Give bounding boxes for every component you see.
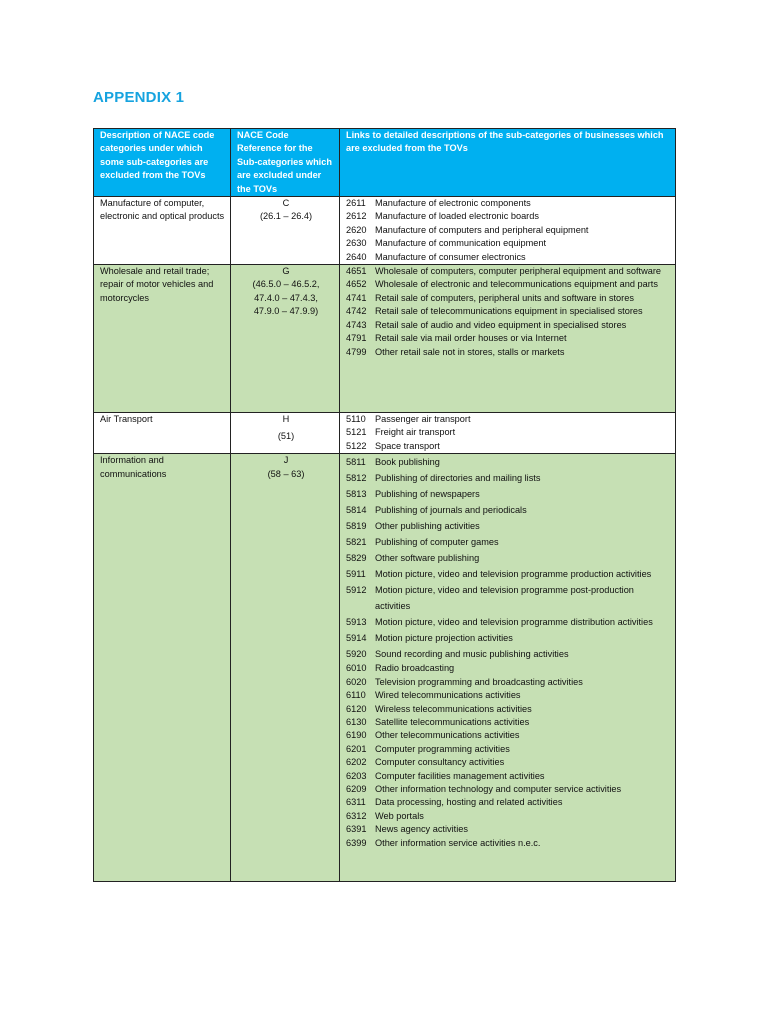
list-item <box>346 550 671 566</box>
row-entries <box>340 265 676 413</box>
entry-description: Wholesale of computers, computer peripheral equipment and software <box>375 266 661 277</box>
code-range: (26.1 – 26.4) <box>259 211 313 222</box>
list-item <box>346 783 671 796</box>
list-item <box>346 703 671 716</box>
row-description: Information and communications <box>94 454 231 882</box>
entry-code: 5912 <box>346 585 367 596</box>
entry-description: Space transport <box>375 440 440 451</box>
list-item <box>346 346 671 359</box>
entry-description: Computer programming activities <box>375 743 510 754</box>
row-nace-code <box>231 265 340 413</box>
list-item <box>346 197 671 210</box>
entry-code: 4742 <box>346 306 367 317</box>
list-item <box>346 743 671 756</box>
row-description: Air Transport <box>94 413 231 454</box>
entry-description: News agency activities <box>375 824 468 835</box>
list-item <box>346 413 671 426</box>
entry-code: 5814 <box>346 505 367 516</box>
code-range: (46.5.0 – 46.5.2, 47.4.0 – 47.4.3, 47.9.0 – 47.9.9) <box>252 279 320 317</box>
entry-code: 6209 <box>346 783 367 794</box>
list-item <box>346 810 671 823</box>
entry-description: Manufacture of consumer electronics <box>375 251 526 262</box>
entry-description: Motion picture, video and television programme post-production activities <box>375 585 634 612</box>
entry-code: 4651 <box>346 266 367 277</box>
entry-description: Computer consultancy activities <box>375 757 505 768</box>
row-entries <box>340 454 676 882</box>
entry-description: Radio broadcasting <box>375 663 455 674</box>
entry-description: Computer facilities management activities <box>375 770 545 781</box>
entry-code: 5920 <box>346 649 367 660</box>
list-item <box>346 278 671 291</box>
entry-code: 6010 <box>346 663 367 674</box>
list-item <box>346 689 671 702</box>
entry-description: Publishing of computer games <box>375 537 499 548</box>
nace-exclusion-table <box>93 128 676 882</box>
entry-code: 4799 <box>346 346 367 357</box>
row-entries <box>340 413 676 454</box>
table-row <box>94 454 676 882</box>
list-item <box>346 210 671 223</box>
list-item <box>346 426 671 439</box>
entry-code: 2611 <box>346 198 366 209</box>
entry-code: 5821 <box>346 537 367 548</box>
entry-description: Other information technology and computer service activities <box>375 783 622 794</box>
entry-description: Publishing of newspapers <box>375 489 480 500</box>
entry-code: 6203 <box>346 770 367 781</box>
code-letter: J <box>283 455 289 466</box>
entry-description: Motion picture projection activities <box>375 633 513 644</box>
entry-code: 6130 <box>346 716 367 727</box>
entry-description: Book publishing <box>375 457 440 468</box>
entry-code: 5812 <box>346 473 367 484</box>
code-letter: H <box>282 414 290 425</box>
entry-description: Wired telecommunications activities <box>375 690 521 701</box>
row-nace-code <box>231 197 340 265</box>
entries-compact <box>346 662 671 850</box>
header-links: Links to detailed descriptions of the sub-categories of businesses which are excluded from the TOVs <box>340 129 676 197</box>
list-item <box>346 582 671 614</box>
entry-description: Other telecommunications activities <box>375 730 520 741</box>
list-item <box>346 823 671 836</box>
entry-description: Data processing, hosting and related activities <box>375 797 563 808</box>
header-nace-code: NACE Code Reference for the Sub-categories which are excluded under the TOVs <box>231 129 340 197</box>
entry-description: Television programming and broadcasting activities <box>375 676 583 687</box>
list-item <box>346 305 671 318</box>
entry-description: Manufacture of computers and peripheral equipment <box>375 224 589 235</box>
list-item <box>346 796 671 809</box>
entry-description: Retail sale of audio and video equipment in specialised stores <box>375 319 627 330</box>
entry-description: Other information service activities n.e.c. <box>375 837 541 848</box>
list-item <box>346 319 671 332</box>
entry-description: Other publishing activities <box>375 521 480 532</box>
entry-code: 6110 <box>346 690 366 701</box>
entry-description: Freight air transport <box>375 427 456 438</box>
entry-description: Other software publishing <box>375 553 480 564</box>
entry-code: 6020 <box>346 676 367 687</box>
list-item <box>346 837 671 850</box>
entry-description: Motion picture, video and television programme distribution activities <box>375 617 653 628</box>
entry-description: Satellite telecommunications activities <box>375 716 530 727</box>
entry-code: 6201 <box>346 743 367 754</box>
list-item <box>346 470 671 486</box>
entry-code: 5811 <box>346 457 366 468</box>
header-description: Description of NACE code categories under which some sub-categories are excluded from the TOVs <box>94 129 231 197</box>
entry-code: 2612 <box>346 211 367 222</box>
entry-description: Motion picture, video and television programme production activities <box>375 569 652 580</box>
list-item <box>346 676 671 689</box>
entry-code: 6312 <box>346 810 367 821</box>
list-item <box>346 646 671 662</box>
code-letter: C <box>282 198 290 209</box>
entry-description: Sound recording and music publishing activities <box>375 649 569 660</box>
list-item <box>346 770 671 783</box>
row-description: Manufacture of computer, electronic and optical products <box>94 197 231 265</box>
entry-description: Retail sale of telecommunications equipment in specialised stores <box>375 306 643 317</box>
list-item <box>346 716 671 729</box>
table-header-row <box>94 129 676 197</box>
entry-code: 4652 <box>346 279 367 290</box>
entry-description: Publishing of directories and mailing lists <box>375 473 541 484</box>
entry-description: Manufacture of communication equipment <box>375 238 547 249</box>
entry-code: 5914 <box>346 633 367 644</box>
list-item <box>346 566 671 582</box>
list-item <box>346 534 671 550</box>
entry-code: 5913 <box>346 617 367 628</box>
entry-code: 4743 <box>346 319 367 330</box>
entry-code: 5110 <box>346 414 366 425</box>
entry-description: Publishing of journals and periodicals <box>375 505 527 516</box>
entry-code: 6190 <box>346 730 367 741</box>
list-item <box>346 454 671 470</box>
entry-code: 6311 <box>346 797 366 808</box>
entry-code: 6120 <box>346 703 367 714</box>
code-range: (58 – 63) <box>267 468 305 479</box>
entry-code: 5911 <box>346 569 366 580</box>
entry-description: Manufacture of loaded electronic boards <box>375 211 539 222</box>
entry-code: 6202 <box>346 757 367 768</box>
entries-loose <box>346 454 671 662</box>
entry-description: Wholesale of electronic and telecommunications equipment and parts <box>375 279 658 290</box>
list-item <box>346 265 671 278</box>
code-range: (51) <box>277 431 295 442</box>
entry-code: 2620 <box>346 224 367 235</box>
list-item <box>346 251 671 264</box>
table-row <box>94 197 676 265</box>
list-item <box>346 518 671 534</box>
list-item <box>346 756 671 769</box>
row-entries <box>340 197 676 265</box>
list-item <box>346 224 671 237</box>
entry-code: 5813 <box>346 489 367 500</box>
list-item <box>346 486 671 502</box>
code-letter: G <box>282 266 290 277</box>
row-nace-code <box>231 454 340 882</box>
entry-code: 5829 <box>346 553 367 564</box>
entry-code: 2640 <box>346 251 367 262</box>
row-nace-code <box>231 413 340 454</box>
list-item <box>346 332 671 345</box>
entry-code: 6391 <box>346 824 367 835</box>
list-item <box>346 614 671 630</box>
list-item <box>346 440 671 453</box>
list-item <box>346 237 671 250</box>
entry-code: 4791 <box>346 333 367 344</box>
table-row <box>94 265 676 413</box>
list-item <box>346 729 671 742</box>
entry-description: Wireless telecommunications activities <box>375 703 532 714</box>
entry-code: 5819 <box>346 521 367 532</box>
entry-description: Other retail sale not in stores, stalls or markets <box>375 346 565 357</box>
entry-code: 2630 <box>346 238 367 249</box>
entry-code: 5122 <box>346 440 367 451</box>
list-item <box>346 662 671 675</box>
entry-description: Web portals <box>375 810 424 821</box>
entry-description: Retail sale via mail order houses or via Internet <box>375 333 567 344</box>
row-description: Wholesale and retail trade; repair of motor vehicles and motorcycles <box>94 265 231 413</box>
entry-description: Passenger air transport <box>375 414 471 425</box>
table-row <box>94 413 676 454</box>
list-item <box>346 292 671 305</box>
entry-code: 5121 <box>346 427 367 438</box>
entry-code: 6399 <box>346 837 367 848</box>
entry-description: Manufacture of electronic components <box>375 198 531 209</box>
list-item <box>346 630 671 646</box>
appendix-heading: APPENDIX 1 <box>93 89 185 106</box>
entry-code: 4741 <box>346 292 367 303</box>
list-item <box>346 502 671 518</box>
entry-description: Retail sale of computers, peripheral units and software in stores <box>375 292 634 303</box>
